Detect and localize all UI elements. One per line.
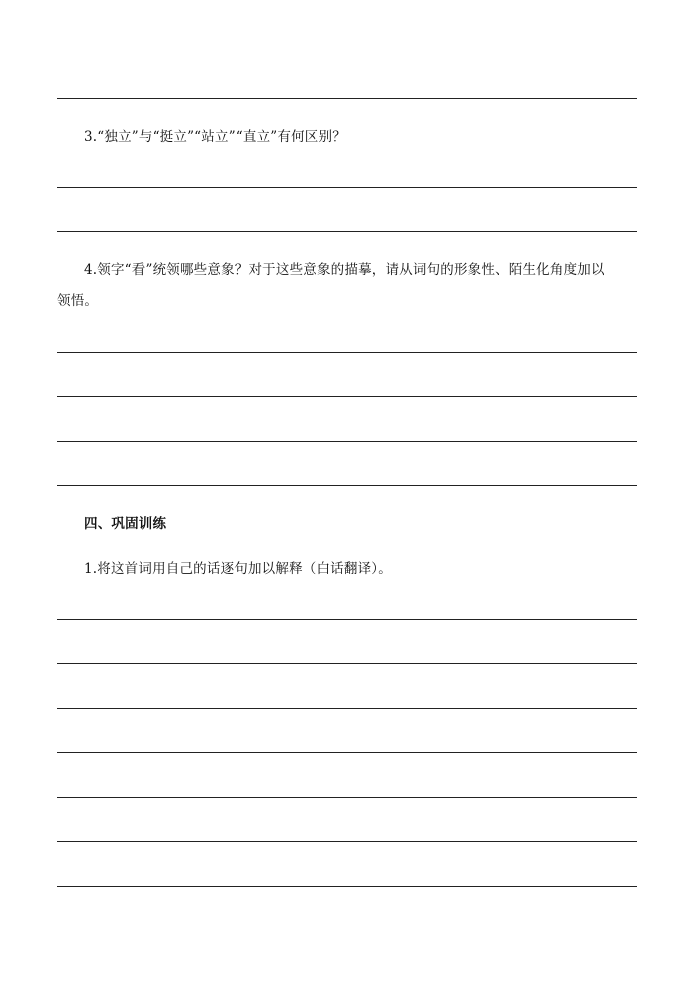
answer-line bbox=[57, 396, 637, 397]
answer-line bbox=[57, 352, 637, 353]
answer-line bbox=[57, 886, 637, 887]
answer-line bbox=[57, 187, 637, 188]
section-4-question-1-text: 1.将这首词用自己的话逐句加以解释（白话翻译）。 bbox=[84, 561, 392, 577]
question-3-text: 3.“独立”与“挺立”“站立”“直立”有何区别？ bbox=[84, 129, 346, 145]
answer-line bbox=[57, 752, 637, 753]
answer-line bbox=[57, 619, 637, 620]
answer-line bbox=[57, 231, 637, 232]
answer-line bbox=[57, 708, 637, 709]
answer-line bbox=[57, 841, 637, 842]
answer-line bbox=[57, 663, 637, 664]
question-4-text-line1: 4.领字“看”统领哪些意象？对于这些意象的描摹，请从词句的形象性、陌生化角度加以 bbox=[84, 262, 605, 278]
answer-line bbox=[57, 98, 637, 99]
section-heading: 四、巩固训练 bbox=[84, 516, 167, 532]
question-4-text-line2: 领悟。 bbox=[57, 293, 99, 309]
answer-line bbox=[57, 441, 637, 442]
answer-line bbox=[57, 485, 637, 486]
answer-line bbox=[57, 797, 637, 798]
